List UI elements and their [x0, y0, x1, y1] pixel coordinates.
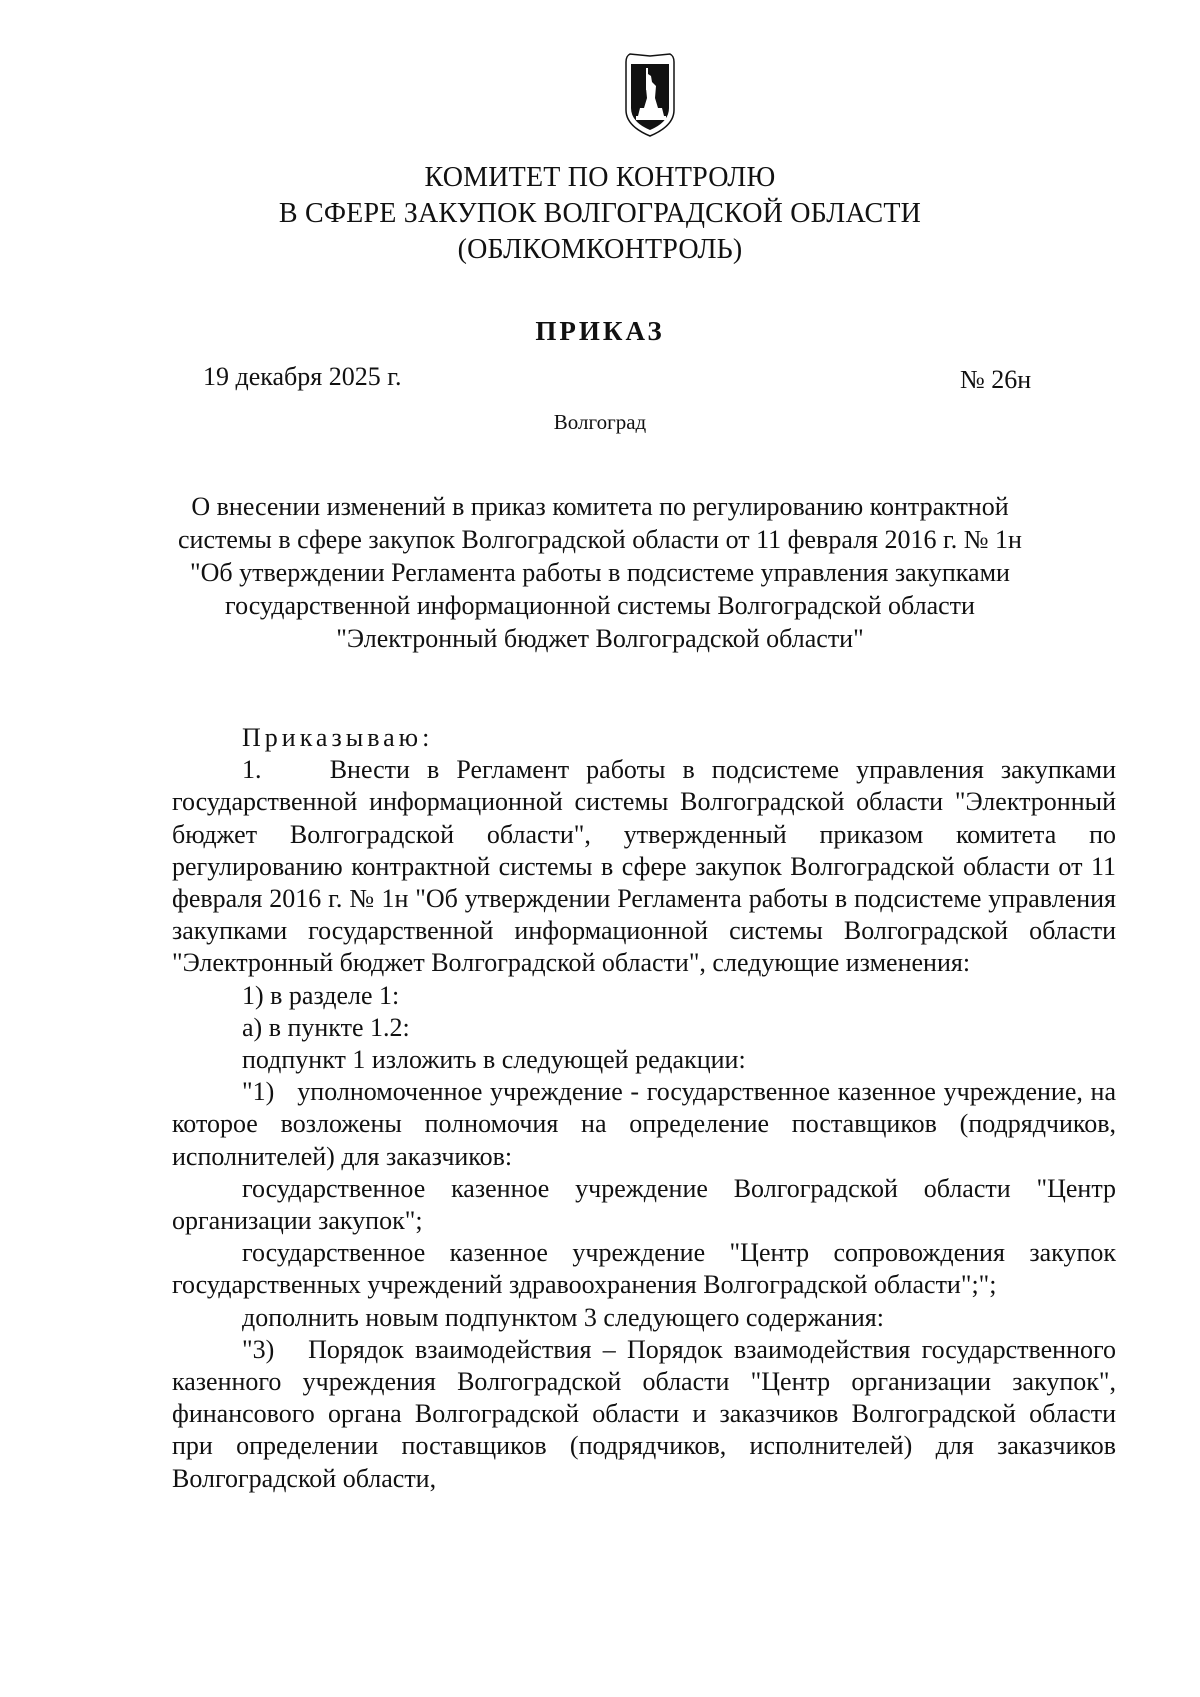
order-title: ПРИКАЗ: [535, 316, 665, 346]
body-paragraph: государственное казенное учреждение Волгоградской области "Центр организации закупок";: [172, 1173, 1116, 1236]
organization-name: [200, 160, 1000, 268]
subject-line: системы в сфере закупок Волгоградской области от 11 февраля 2016 г. № 1н: [178, 525, 1022, 554]
order-body: [172, 722, 1116, 1495]
body-paragraph: 1) в разделе 1:: [242, 980, 400, 1010]
subject-line: О внесении изменений в приказ комитета по регулированию контрактной: [191, 492, 1009, 521]
order-date: 19 декабря 2025 г.: [203, 362, 402, 391]
order-subject: [160, 490, 1040, 655]
body-paragraph: "1) уполномоченное учреждение - государственное казенное учреждение, на которое возложены полномочия на определение поставщиков (подрядчиков, исполнителей) для заказчиков:: [172, 1077, 1116, 1171]
subject-line: "Электронный бюджет Волгоградской области": [336, 624, 864, 653]
order-number: № 26н: [960, 365, 1032, 394]
volgograd-region-coat-of-arms-icon: [618, 52, 682, 138]
body-paragraph: а) в пункте 1.2:: [242, 1012, 410, 1042]
body-paragraph: государственное казенное учреждение "Центр сопровождения закупок государственных учреждений здравоохранения Волгоградской области";";: [172, 1238, 1116, 1300]
subject-line: "Об утверждении Регламента работы в подсистеме управления закупками: [190, 558, 1010, 587]
order-city: Волгоград: [553, 410, 647, 434]
org-line: (ОБЛКОМКОНТРОЛЬ): [457, 234, 743, 265]
org-line: КОМИТЕТ ПО КОНТРОЛЮ: [424, 162, 776, 193]
body-paragraph: "3) Порядок взаимодействия – Порядок взаимодействия государственного казенного учреждения Волгоградской области "Центр организации закупок", финансового органа Волгоградской области и заказчиков Волгоградской области при определении поставщиков (подрядчиков, исполнителей) для заказчиков Волгоградской области,: [172, 1334, 1116, 1493]
order-lead: Приказываю:: [242, 723, 434, 752]
body-paragraph: дополнить новым подпунктом 3 следующего содержания:: [242, 1302, 884, 1332]
body-paragraph: подпункт 1 изложить в следующей редакции:: [242, 1045, 746, 1075]
body-paragraph: 1. Внести в Регламент работы в подсистеме управления закупками государственной информационной системы Волгоградской области "Электронный бюджет Волгоградской области", утвержденный приказом комитета по регулированию контрактной системы в сфере закупок Волгоградской области от 11 февраля 2016 г. № 1н "Об утверждении Регламента работы в подсистеме управления закупками государственной информационной системы Волгоградской области "Электронный бюджет Волгоградской области", следующие изменения:: [172, 755, 1116, 978]
subject-line: государственной информационной системы Волгоградской области: [225, 591, 975, 620]
org-line: В СФЕРЕ ЗАКУПОК ВОЛГОГРАДСКОЙ ОБЛАСТИ: [278, 198, 922, 229]
